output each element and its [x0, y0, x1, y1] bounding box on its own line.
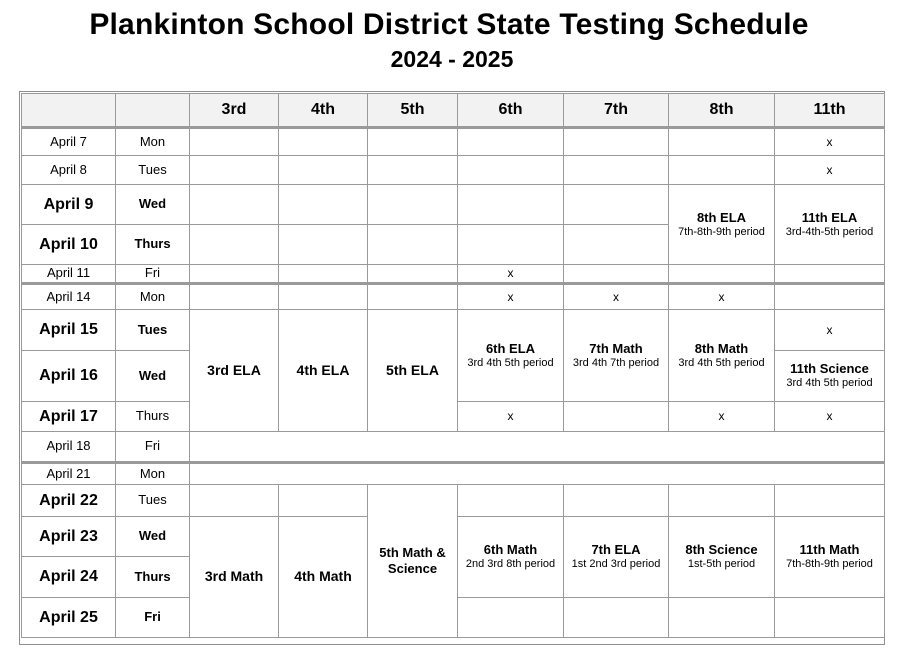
empty-cell	[368, 225, 458, 265]
date-cell: April 7	[22, 128, 116, 156]
test-cell-4th-ela	[279, 310, 368, 432]
empty-cell	[564, 402, 669, 432]
test-name: 4th ELA	[296, 361, 350, 378]
testing-mark: x	[775, 128, 885, 156]
empty-cell	[190, 128, 279, 156]
page-title: Plankinton School District State Testing Schedule	[89, 8, 809, 41]
day-cell: Fri	[116, 432, 190, 463]
empty-cell	[279, 156, 368, 185]
table-row	[22, 185, 885, 225]
date-cell: April 24	[22, 557, 116, 598]
table-row	[22, 128, 885, 156]
testing-mark: x	[775, 310, 885, 351]
date-cell: April 11	[22, 265, 116, 284]
header-row	[22, 94, 885, 128]
empty-cell	[458, 598, 564, 638]
date-cell: April 10	[22, 225, 116, 265]
empty-cell	[564, 265, 669, 284]
test-name: 5th ELA	[386, 361, 439, 378]
empty-cell	[669, 156, 775, 185]
test-periods: 3rd 4th 5th period	[678, 356, 765, 369]
empty-cell	[368, 265, 458, 284]
header-grade-11: 11th	[775, 94, 885, 128]
test-name: 3rd ELA	[207, 361, 261, 378]
empty-cell	[368, 156, 458, 185]
empty-cell	[190, 432, 885, 463]
header-date	[22, 94, 116, 128]
date-cell: April 25	[22, 598, 116, 638]
test-name: 6th ELA	[485, 340, 536, 356]
test-cell-3rd-ela	[190, 310, 279, 432]
day-cell: Thurs	[116, 402, 190, 432]
empty-cell	[669, 128, 775, 156]
table-row	[22, 284, 885, 310]
empty-cell	[368, 284, 458, 310]
date-cell: April 8	[22, 156, 116, 185]
empty-cell	[279, 128, 368, 156]
test-name: 6th Math	[483, 542, 538, 557]
header-grade-5: 5th	[368, 94, 458, 128]
day-cell: Mon	[116, 463, 190, 485]
test-periods: 3rd-4th-5th period	[785, 225, 874, 238]
test-cell-6th-math	[458, 517, 564, 598]
test-cell-3rd-math	[190, 517, 279, 638]
table-row	[22, 156, 885, 185]
date-cell: April 21	[22, 463, 116, 485]
day-cell: Tues	[116, 156, 190, 185]
header-grade-6: 6th	[458, 94, 564, 128]
empty-cell	[190, 156, 279, 185]
empty-cell	[190, 463, 885, 485]
date-cell: April 17	[22, 402, 116, 432]
day-cell: Mon	[116, 128, 190, 156]
testing-mark: x	[458, 284, 564, 310]
test-periods: 3rd 4th 7th period	[572, 356, 660, 369]
empty-cell	[279, 485, 368, 517]
day-cell: Wed	[116, 351, 190, 402]
empty-cell	[279, 225, 368, 265]
test-cell-5th-ela	[368, 310, 458, 432]
testing-mark: x	[458, 265, 564, 284]
empty-cell	[775, 598, 885, 638]
empty-cell	[190, 485, 279, 517]
table-row	[22, 265, 885, 284]
empty-cell	[190, 225, 279, 265]
header-day	[116, 94, 190, 128]
date-cell: April 9	[22, 185, 116, 225]
test-cell-11th-ela	[775, 185, 885, 265]
empty-cell	[564, 128, 669, 156]
header-grade-4: 4th	[279, 94, 368, 128]
test-name: 4th Math	[294, 568, 352, 585]
test-cell-5th-math-science	[368, 485, 458, 638]
test-name: 8th ELA	[696, 209, 747, 225]
empty-cell	[669, 485, 775, 517]
empty-cell	[279, 265, 368, 284]
day-cell: Wed	[116, 517, 190, 557]
test-name: 11th Math	[799, 542, 860, 557]
test-name: 11th Science	[790, 361, 869, 376]
empty-cell	[775, 485, 885, 517]
test-cell-8th-science	[669, 517, 775, 598]
date-cell: April 18	[22, 432, 116, 463]
day-cell: Thurs	[116, 557, 190, 598]
test-cell-4th-math	[279, 517, 368, 638]
table-row	[22, 463, 885, 485]
test-cell-11th-math	[775, 517, 885, 598]
test-cell-8th-math	[669, 310, 775, 402]
test-name: 8th Math	[694, 340, 749, 356]
date-cell: April 16	[22, 351, 116, 402]
empty-cell	[190, 265, 279, 284]
empty-cell	[564, 485, 669, 517]
date-cell: April 15	[22, 310, 116, 351]
empty-cell	[564, 185, 669, 225]
empty-cell	[564, 598, 669, 638]
empty-cell	[458, 128, 564, 156]
test-name: 5th Math & Science	[379, 544, 446, 576]
empty-cell	[775, 265, 885, 284]
empty-cell	[564, 156, 669, 185]
test-periods: 7th-8th-9th period	[678, 225, 765, 238]
testing-mark: x	[775, 156, 885, 185]
empty-cell	[279, 284, 368, 310]
day-cell: Tues	[116, 485, 190, 517]
empty-cell	[368, 185, 458, 225]
table-row	[22, 310, 885, 351]
test-periods: 7th-8th-9th period	[786, 558, 873, 571]
test-name: 7th ELA	[591, 542, 641, 557]
test-name: 8th Science	[685, 542, 758, 557]
date-cell: April 22	[22, 485, 116, 517]
day-cell: Mon	[116, 284, 190, 310]
empty-cell	[669, 265, 775, 284]
day-cell: Thurs	[116, 225, 190, 265]
empty-cell	[458, 485, 564, 517]
header-grade-7: 7th	[564, 94, 669, 128]
test-name: 3rd Math	[204, 568, 264, 585]
date-cell: April 23	[22, 517, 116, 557]
test-cell-8th-ela	[669, 185, 775, 265]
test-cell-7th-ela	[564, 517, 669, 598]
test-cell-7th-math	[564, 310, 669, 402]
empty-cell	[458, 225, 564, 265]
testing-mark: x	[669, 402, 775, 432]
schedule-table	[21, 93, 885, 638]
header-grade-3: 3rd	[190, 94, 279, 128]
date-cell: April 14	[22, 284, 116, 310]
header-grade-8: 8th	[669, 94, 775, 128]
empty-cell	[564, 225, 669, 265]
test-periods: 3rd 4th 5th period	[786, 377, 873, 390]
test-cell-6th-ela	[458, 310, 564, 402]
empty-cell	[279, 185, 368, 225]
empty-cell	[669, 598, 775, 638]
table-row	[22, 485, 885, 517]
day-cell: Fri	[116, 265, 190, 284]
test-periods: 3rd 4th 5th period	[467, 356, 554, 369]
empty-cell	[190, 185, 279, 225]
day-cell: Wed	[116, 185, 190, 225]
test-periods: 2nd 3rd 8th period	[465, 558, 556, 571]
day-cell: Tues	[116, 310, 190, 351]
empty-cell	[458, 185, 564, 225]
table-row	[22, 432, 885, 463]
day-cell: Fri	[116, 598, 190, 638]
testing-mark: x	[775, 402, 885, 432]
test-name: 11th ELA	[801, 209, 858, 225]
empty-cell	[775, 284, 885, 310]
testing-mark: x	[564, 284, 669, 310]
testing-mark: x	[458, 402, 564, 432]
school-year: 2024 - 2025	[390, 46, 514, 72]
test-periods: 1st 2nd 3rd period	[571, 558, 661, 571]
empty-cell	[458, 156, 564, 185]
empty-cell	[190, 284, 279, 310]
testing-mark: x	[669, 284, 775, 310]
test-name: 7th Math	[589, 340, 643, 356]
empty-cell	[368, 128, 458, 156]
test-periods: 1st-5th period	[687, 558, 756, 571]
test-cell-11th-science	[775, 351, 885, 402]
